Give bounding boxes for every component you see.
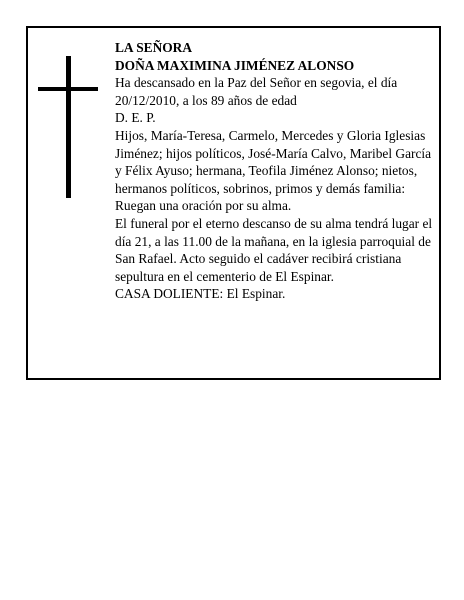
- cross-vertical-bar: [66, 56, 71, 198]
- funeral-details: El funeral por el eterno descanso de su alma tendrá lugar el día 21, a las 11.00 de la mañana, en la iglesia parroquial de San Rafael. Acto seguido el cadáver recibirá cristiana sepultura en el cementerio de El Espinar.: [115, 215, 433, 284]
- deceased-name: DOÑA MAXIMINA JIMÉNEZ ALONSO: [115, 57, 355, 73]
- rest-in-peace: D. E. P.: [115, 110, 156, 126]
- cross-icon: [38, 56, 98, 198]
- notice-title: LA SEÑORA: [115, 40, 193, 55]
- obituary-notice: [26, 26, 441, 380]
- mourning-home: CASA DOLIENTE: El Espinar.: [115, 286, 286, 302]
- obituary-text: [115, 39, 433, 303]
- prayer-request: Ruegan una oración por su alma.: [115, 198, 292, 214]
- cross-horizontal-bar: [38, 87, 98, 91]
- family-list: Hijos, María-Teresa, Carmelo, Mercedes y Gloria Iglesias Jiménez; hijos políticos, José-María Calvo, Maribel García y Félix Ayuso; hermana, Teofila Jiménez Alonso; nietos, hermanos políticos, sobrinos, primos y demás familia:: [115, 127, 432, 196]
- death-statement: Ha descansado en la Paz del Señor en segovia, el día 20/12/2010, a los 89 años de edad: [115, 75, 398, 108]
